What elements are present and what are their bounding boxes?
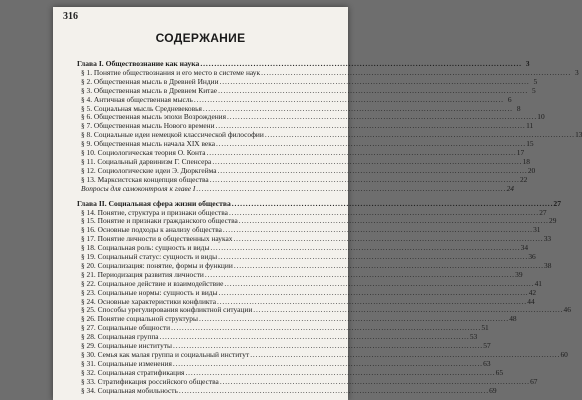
- chapter-heading: Глава I. Обществознание как наука . . . 3: [77, 60, 339, 69]
- toc-entry-title: § 23. Социальные нормы: сущность и виды: [81, 287, 218, 297]
- toc-entry-page: 22: [519, 174, 528, 184]
- toc-entry-title: § 24. Основные характеристики конфликта: [81, 296, 217, 306]
- toc-entry-title: § 4. Античная общественная мысль: [81, 94, 193, 104]
- toc-entry-title: § 16. Основные подходы к анализу общества: [81, 225, 222, 235]
- toc-entry-page: 3: [575, 67, 579, 77]
- toc-entry-title: § 22. Социальное действие и взаимодействие: [81, 278, 224, 288]
- toc-entry-page: 53: [469, 332, 478, 342]
- toc-entry-page: 41: [534, 278, 542, 288]
- toc-entry-page: 63: [483, 358, 491, 368]
- toc-entry-title: § 21. Периодизация развития личности: [81, 269, 204, 279]
- toc-entry-page: 8: [516, 103, 521, 113]
- toc-entry-title: § 7. Общественная мысль Нового времени: [81, 121, 215, 131]
- book-page: [53, 7, 582, 400]
- toc-entry-title: § 25. Способы урегулирования конфликтной ситуации: [81, 305, 253, 315]
- toc-entry-page: 36: [528, 252, 536, 262]
- toc-entry-page: 69: [489, 385, 497, 395]
- toc-entry-page: 29: [549, 216, 557, 226]
- toc-entry-title: § 11. Социальный дарвинизм Г. Спенсера: [81, 156, 212, 166]
- toc-entry-title: § 3. Общественная мысль в Древнем Китае: [81, 85, 218, 95]
- toc-entry-title: § 28. Социальная группа: [81, 332, 159, 342]
- toc-entry-title: § 17. Понятие личности в общественных науках: [81, 234, 233, 244]
- page-number: 316: [63, 11, 78, 22]
- toc-entry-page: 13: [575, 130, 582, 140]
- toc-entry-page: 60: [560, 350, 568, 359]
- toc-entry-title: § 20. Социализация: понятие, формы и функции: [81, 260, 233, 270]
- toc-entry-title: § 18. Социальная роль: сущность и виды: [81, 243, 210, 253]
- toc-entry-page: 67: [530, 376, 538, 386]
- toc-entry-title: § 1. Понятие обществознания и его место в системе наук: [81, 67, 261, 77]
- chapter-1-list: [77, 67, 582, 185]
- toc-entry-title: § 13. Марксистская концепция общества: [81, 174, 209, 184]
- toc-entry-page: 27: [539, 207, 547, 217]
- toc-entry-page: 10: [537, 112, 545, 122]
- toc-entry-title: § 10. Социологическая теория О. Конта: [81, 148, 206, 158]
- toc-entry-title: § 8. Социальные идеи немецкой классической философии: [81, 130, 264, 140]
- toc-entry-title: § 31. Социальные изменения: [81, 358, 172, 368]
- toc-entry-page: 33: [543, 234, 552, 244]
- toc-entry-title: § 32. Социальная стратификация: [81, 367, 185, 377]
- toc-entry-title: § 9. Общественная мысль начала XIX века: [81, 139, 215, 149]
- toc-entry-page: 38: [544, 260, 552, 270]
- toc-entry-title: § 30. Семья как малая группа и социальный институт: [81, 350, 250, 359]
- toc-entry-title: § 2. Общественная мысль в Древней Индии: [81, 76, 219, 86]
- toc-entry-title: § 19. Социальный статус: сущность и виды: [81, 252, 218, 262]
- toc-entry-page: 11: [526, 121, 534, 131]
- toc-entry-title: § 33. Стратификация российского общества: [81, 376, 219, 386]
- toc-entry-title: § 5. Социальная мысль Средневековья: [81, 103, 202, 113]
- table-of-contents: [77, 59, 582, 396]
- toc-entry-title: § 26. Понятие социальной структуры: [81, 314, 198, 324]
- questions-entry: Вопросы для самоконтроля к главе I . . . 24: [77, 185, 339, 194]
- toc-entry-page: 15: [526, 139, 534, 149]
- toc-entry-title: § 14. Понятие, структура и признаки общества: [81, 207, 228, 217]
- toc-entry-page: 34: [520, 243, 529, 253]
- chapter-heading: Глава II. Социальная сфера жизни общества . . . 27: [77, 200, 339, 209]
- toc-entry-title: § 6. Общественная мысль эпохи Возрождения: [81, 112, 227, 122]
- toc-entry-page: 46: [563, 305, 571, 315]
- toc-entry-page: 5: [531, 85, 536, 95]
- toc-entry-page: 65: [495, 367, 504, 377]
- toc-entry-page: 51: [481, 323, 489, 333]
- toc-entry-title: § 29. Социальные институты: [81, 341, 173, 351]
- toc-entry-page: 6: [507, 94, 512, 104]
- toc-entry-page: 39: [515, 269, 523, 279]
- toc-entry-page: 42: [528, 287, 537, 297]
- toc-entry-title: § 34. Социальная мобильность: [81, 385, 178, 395]
- toc-entry-title: § 12. Социологические идеи Э. Дюркгейма: [81, 165, 217, 175]
- toc-entry-page: 44: [527, 296, 535, 306]
- toc-entry: [77, 385, 497, 396]
- toc-entry-page: 18: [522, 156, 530, 166]
- toc-entry-page: 57: [483, 341, 491, 351]
- toc-entry-page: 17: [516, 148, 525, 158]
- toc-entry-page: 5: [533, 76, 538, 86]
- toc-entry-title: § 27. Социальные общности: [81, 323, 171, 333]
- toc-entry-page: 48: [509, 314, 517, 324]
- page-title: СОДЕРЖАНИЕ: [155, 31, 246, 45]
- toc-entry-page: 20: [527, 165, 536, 175]
- toc-entry-page: 31: [533, 225, 541, 235]
- chapter-2-list: [77, 207, 571, 396]
- toc-entry-title: § 15. Понятие и признаки гражданского общества: [81, 216, 238, 226]
